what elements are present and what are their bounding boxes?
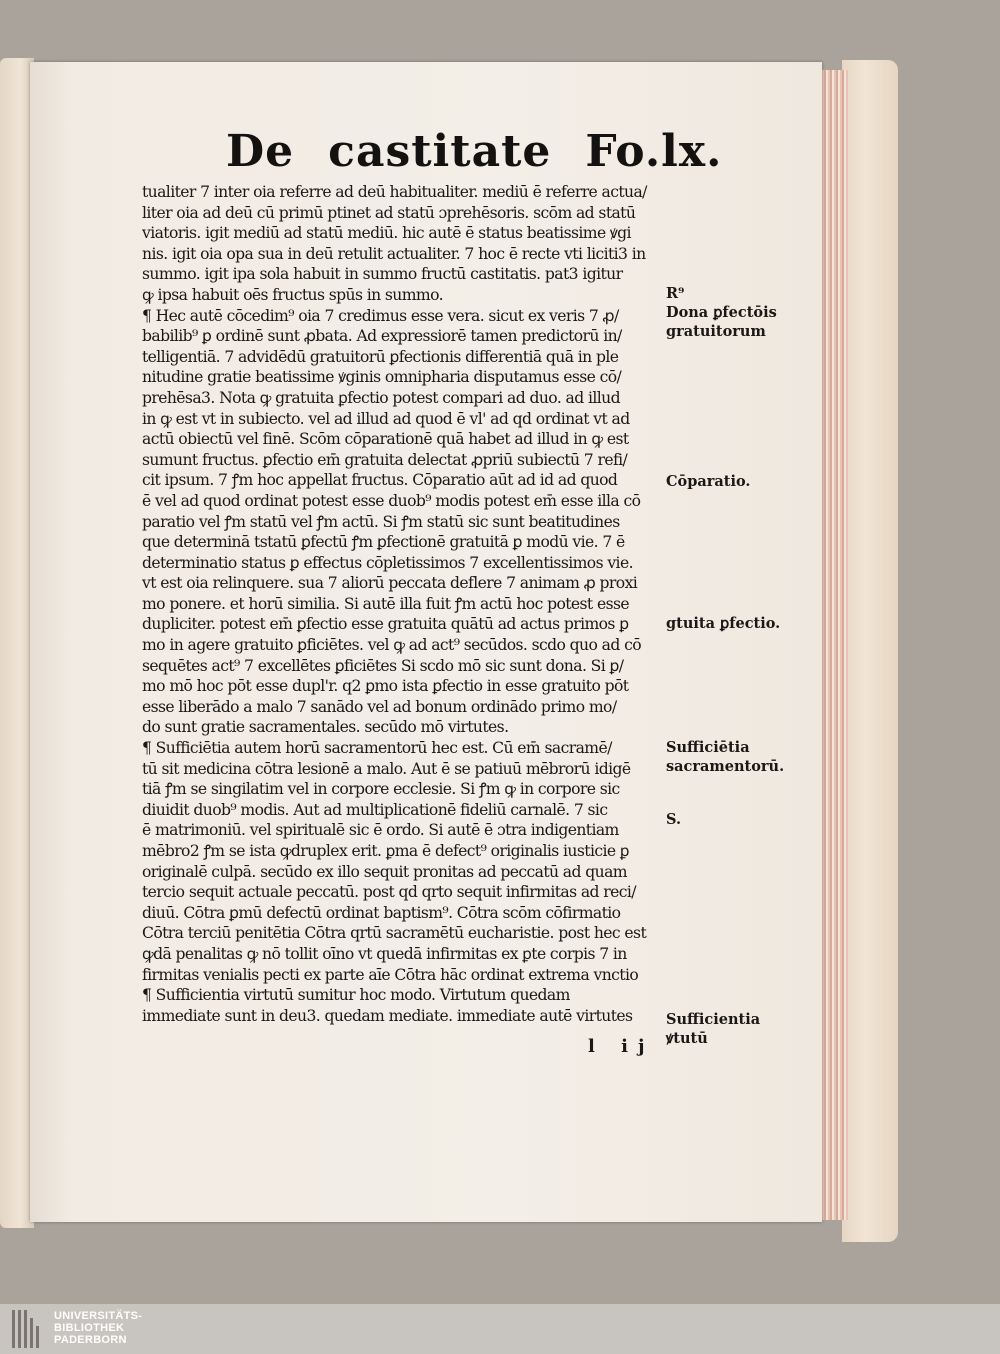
text-line: babilib⁹ ꝑ ordinē sunt ꝓbata. Ad expressiorē tamen predictorū in/ <box>142 327 622 346</box>
text-line: tū sit medicina cōtra lesionē a malo. Aut ē se patiuū mēbrorū idigē <box>142 759 631 778</box>
text-line: liter oia ad deū cū primū ptinet ad statū ɔprehēsoris. scōm ad statū <box>142 203 636 222</box>
margin-note-s <box>666 810 816 829</box>
margin-note-line: gtuita ꝑfectio. <box>666 615 781 632</box>
book-page <box>30 62 822 1222</box>
folio-number: Fo.lx. <box>585 126 723 177</box>
running-head <box>226 126 723 177</box>
text-line: do sunt gratie sacramentales. secūdo mō virtutes. <box>142 718 509 737</box>
margin-note-comparatio <box>666 472 816 491</box>
margin-note-dona <box>666 284 816 341</box>
text-line: determinatio status ꝑ effectus cōpletissimos 7 excellentissimos vie. <box>142 553 633 572</box>
text-line: sequētes act⁹ 7 excellētes ꝑficiētes Si scdo mō sic sunt dona. Si ꝑ/ <box>142 656 624 675</box>
library-name-line-2: BIBLIOTHEK <box>54 1322 125 1334</box>
text-line: actū obiectū vel finē. Scōm cōparationē quā habet ad illud in ꝙ est <box>142 430 629 449</box>
text-line: dupliciter. potest em̄ ꝑfectio esse gratuita quātū ad actus primos ꝑ <box>142 615 629 634</box>
text-line: tualiter 7 inter oia referre ad deū habitualiter. mediū ē referre actua/ <box>142 183 647 201</box>
text-line: summo. igit ipa sola habuit in summo fructū castitatis. pat3 igitur <box>142 265 623 284</box>
text-line: ē vel ad quod ordinat potest esse duob⁹ modis potest em̄ esse illa cō <box>142 491 641 510</box>
margin-note-line: ꝟtutū <box>666 1030 708 1047</box>
text-line: ¶ Hec autē cōcedim⁹ oia 7 credimus esse vera. sicut ex veris 7 ꝓ/ <box>142 306 619 325</box>
margin-note-gratuita <box>666 614 816 633</box>
text-line: tiā ꝭm se singilatim vel in corpore ecclesie. Si ꝭm ꝙ in corpore sic <box>142 780 620 799</box>
text-line: ꝙdā penalitas ꝙ nō tollit oīno vt quedā infirmitas ex ꝑte corpis 7 in <box>142 944 627 963</box>
text-line: prehēsa3. Nota ꝙ gratuita ꝑfectio potest compari ad duo. ad illud <box>142 388 620 407</box>
text-line: cit ipsum. 7 ꝭm hoc appellat fructus. Cōparatio aūt ad id ad quod <box>142 471 618 490</box>
text-line: ꝙ ipsa habuit oēs fructus spūs in summo. <box>142 285 443 304</box>
library-name <box>54 1310 142 1346</box>
margin-note-line: Sufficientia <box>666 1011 761 1028</box>
text-line: diuū. Cōtra ꝑmū defectū ordinat baptism⁹. Cōtra scōm cōfirmatio <box>142 903 621 922</box>
library-name-line-3: PADERBORN <box>54 1334 127 1346</box>
text-line: mēbro2 ꝭm se ista ꝙdruplex erit. ꝑma ē defect⁹ originalis iusticie ꝑ <box>142 842 629 860</box>
text-line: ¶ Sufficiētia autem horū sacramentorū hec est. Cū em̄ sacramē/ <box>142 739 612 758</box>
text-line: in ꝙ est vt in subiecto. vel ad illud ad quod ē vl' ad qd ordinat vt ad <box>142 409 630 428</box>
text-line: viatoris. igit mediū ad statū mediū. hic autē ē status beatissime ꝟgi <box>142 224 631 243</box>
library-name-line-1: UNIVERSITÄTS- <box>54 1310 143 1322</box>
text-line: diuidit duob⁹ modis. Aut ad multiplicationē fideliū carnalē. 7 sic <box>142 800 608 819</box>
margin-note-sufficientia-virtutum <box>666 1010 816 1048</box>
margin-note-line: gratuitorum <box>666 323 766 340</box>
text-line: mo in agere gratuito ꝑficiētes. vel ꝙ ad act⁹ secūdos. scdo quo ad cō <box>142 636 641 655</box>
text-line: paratio vel ꝭm statū vel ꝭm actū. Si ꝭm statū sic sunt beatitudines <box>142 512 620 531</box>
margin-note-line: Sufficiētia <box>666 739 750 756</box>
text-line: ē matrimoniū. vel spiritualē sic ē ordo. Si autē ē ɔtra indigentiam <box>142 821 619 840</box>
text-line: esse liberādo a malo 7 sanādo vel ad bonum ordinādo primo mo/ <box>142 697 617 716</box>
text-line: immediate sunt in deu3. quedam mediate. immediate autē virtutes <box>142 1006 633 1025</box>
text-line: telligentiā. 7 advidēdū gratuitorū ꝑfectionis differentiā quā in ple <box>142 347 619 366</box>
title-word-2: castitate <box>328 126 552 177</box>
body-text <box>142 182 670 1026</box>
text-line: originalē culpā. secūdo ex illo sequit pronitas ad peccatū ad quam <box>142 862 627 881</box>
margin-note-line: Cōparatio. <box>666 473 751 490</box>
margin-note-line: sacramentorū. <box>666 758 785 775</box>
text-line: nitudine gratie beatissime ꝟginis omnipharia disputamus esse cō/ <box>142 368 622 387</box>
margin-note-line: R⁹ <box>666 285 685 302</box>
text-line: nis. igit oia opa sua in deū retulit actualiter. 7 hoc ē recte vti liciti3 in <box>142 244 646 263</box>
left-cover <box>0 58 34 1228</box>
library-footer <box>0 1304 1000 1354</box>
library-logo-icon <box>12 1310 50 1348</box>
text-line: Cōtra terciū penitētia Cōtra qrtū sacramētū eucharistie. post hec est <box>142 924 647 943</box>
title-word-1: De <box>226 126 295 177</box>
text-line: firmitas venialis pecti ex parte aīe Cōtra hāc ordinat extrema vnctio <box>142 965 639 984</box>
margin-note-sufficientia-sacramentorum <box>666 738 816 776</box>
text-line: mo ponere. et horū similia. Si autē illa fuit ꝭm actū hoc potest esse <box>142 594 630 613</box>
text-line: tercio sequit actuale peccatū. post qd qrto sequit infirmitas ad reci/ <box>142 883 636 902</box>
right-cover <box>842 60 898 1242</box>
text-line: que determinā tstatū ꝑfectū ꝭm ꝑfectionē gratuitā ꝑ modū vie. 7 ē <box>142 533 625 552</box>
margin-note-line: S. <box>666 811 682 828</box>
text-line: vt est oia relinquere. sua 7 aliorū peccata deflere 7 animam ꝓ proxi <box>142 574 638 593</box>
text-line: ¶ Sufficientia virtutū sumitur hoc modo. Virtutum quedam <box>142 986 570 1005</box>
margin-note-line: Dona ꝑfectōis <box>666 304 777 321</box>
text-line: mo mō hoc pōt esse dupl'r. q2 ꝑmo ista ꝑfectio in esse gratuito pōt <box>142 677 629 696</box>
text-line: sumunt fructus. ꝑfectio em̄ gratuita delectat ꝓpriū subiectū 7 refi/ <box>142 450 628 469</box>
signature-mark: l ij <box>588 1036 655 1057</box>
